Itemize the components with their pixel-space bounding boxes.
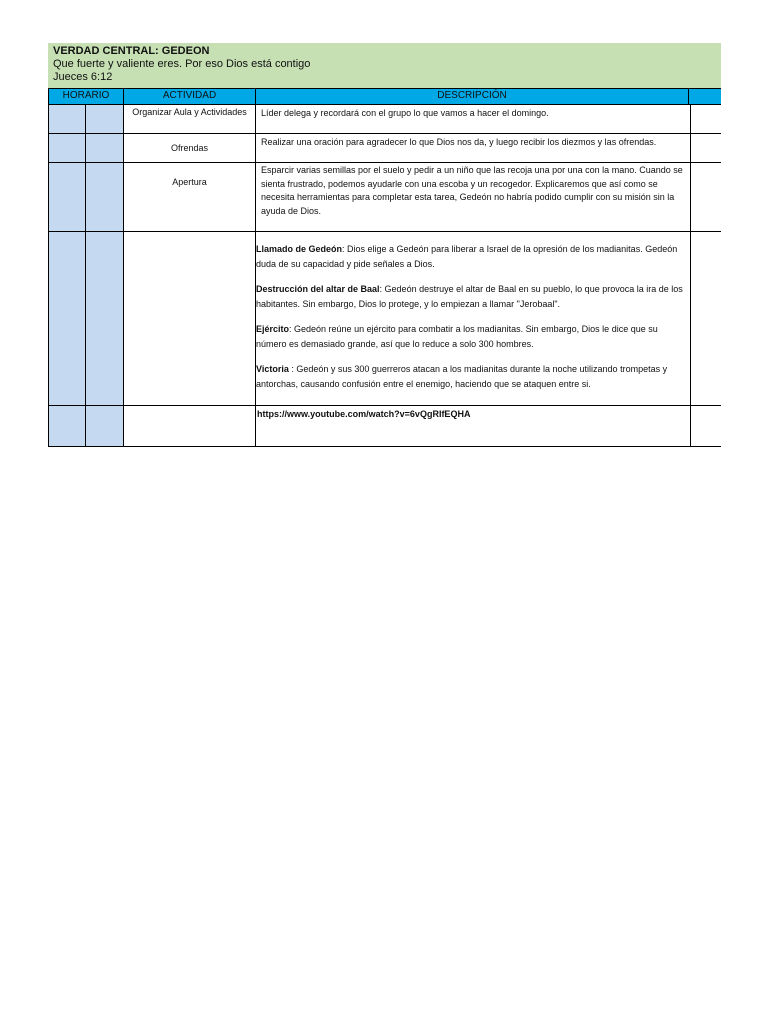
horario-cell bbox=[86, 105, 124, 133]
actividad-cell bbox=[124, 406, 256, 446]
table-row bbox=[48, 232, 721, 406]
horario-cell bbox=[48, 163, 86, 231]
horario-cell bbox=[86, 134, 124, 162]
story-text: : Gedeón destruye el altar de Baal en su pueblo, lo que provoca la ira de los habitantes. Sin embargo, Dios lo protege, y lo empiezan a llamar "Jerobaal". bbox=[256, 284, 683, 309]
column-header-descripcion: DESCRIPCIÓN bbox=[256, 89, 689, 104]
lesson-verse: Jueces 6:12 bbox=[53, 71, 113, 83]
table-row bbox=[48, 134, 721, 163]
horario-cell bbox=[48, 406, 86, 446]
video-link[interactable]: https://www.youtube.com/watch?v=6vQgRIfEQHA bbox=[256, 406, 691, 446]
story-heading: Ejército bbox=[256, 324, 290, 334]
lesson-sheet bbox=[48, 43, 721, 447]
story-paragraph bbox=[256, 242, 689, 271]
actividad-cell bbox=[124, 232, 256, 405]
descripcion-cell: Realizar una oración para agradecer lo que Dios nos da, y luego recibir los diezmos y las ofrendas. bbox=[256, 134, 691, 162]
story-paragraph bbox=[256, 322, 689, 351]
column-header-actividad: ACTIVIDAD bbox=[124, 89, 256, 104]
horario-cell bbox=[86, 163, 124, 231]
story-heading: Destrucción del altar de Baal bbox=[256, 284, 380, 294]
table-row bbox=[48, 406, 721, 447]
story-text: : Dios elige a Gedeón para liberar a Israel de la opresión de los madianitas. Gedeón duda de su capacidad y pide señales a Dios. bbox=[256, 244, 678, 269]
lesson-header bbox=[48, 43, 721, 88]
descripcion-cell: Esparcir varias semillas por el suelo y pedir a un niño que las recoja una por una con la mano. Cuando se sienta frustrado, podemos ayudarle con una escoba y un recogedor. Explicaremos que así como se necesita herramientas para completar esta tarea, Gedeón no habría podido cumplir con su misión sin la ayuda de Dios. bbox=[256, 163, 691, 231]
column-header-row bbox=[48, 88, 721, 105]
story-heading: Llamado de Gedeón bbox=[256, 244, 343, 254]
story-paragraph bbox=[256, 362, 689, 391]
lesson-subtitle: Que fuerte y valiente eres. Por eso Dios está contigo bbox=[53, 58, 311, 70]
column-header-horario: HORARIO bbox=[48, 89, 124, 104]
story-heading: Victoria bbox=[256, 364, 289, 374]
story-cell bbox=[256, 232, 691, 405]
horario-cell bbox=[48, 105, 86, 133]
horario-cell bbox=[48, 134, 86, 162]
horario-cell bbox=[48, 232, 86, 405]
horario-cell bbox=[86, 406, 124, 446]
table-row bbox=[48, 163, 721, 232]
actividad-cell: Ofrendas bbox=[124, 134, 256, 162]
table-row bbox=[48, 105, 721, 134]
horario-cell bbox=[86, 232, 124, 405]
descripcion-cell: Líder delega y recordará con el grupo lo que vamos a hacer el domingo. bbox=[256, 105, 691, 133]
actividad-cell: Apertura bbox=[124, 163, 256, 231]
story-text: : Gedeón y sus 300 guerreros atacan a los madianitas durante la noche utilizando trompetas y antorchas, causando confusión entre el enemigo, haciendo que se ataquen entre si. bbox=[256, 364, 668, 389]
actividad-cell: Organizar Aula y Actividades bbox=[124, 105, 256, 133]
story-text: : Gedeón reúne un ejército para combatir a los madianitas. Sin embargo, Dios le dice que su número es demasiado grande, así que lo reduce a solo 300 hombres. bbox=[256, 324, 658, 349]
story-paragraph bbox=[256, 282, 689, 311]
lesson-title: VERDAD CENTRAL: GEDEON bbox=[53, 45, 210, 57]
